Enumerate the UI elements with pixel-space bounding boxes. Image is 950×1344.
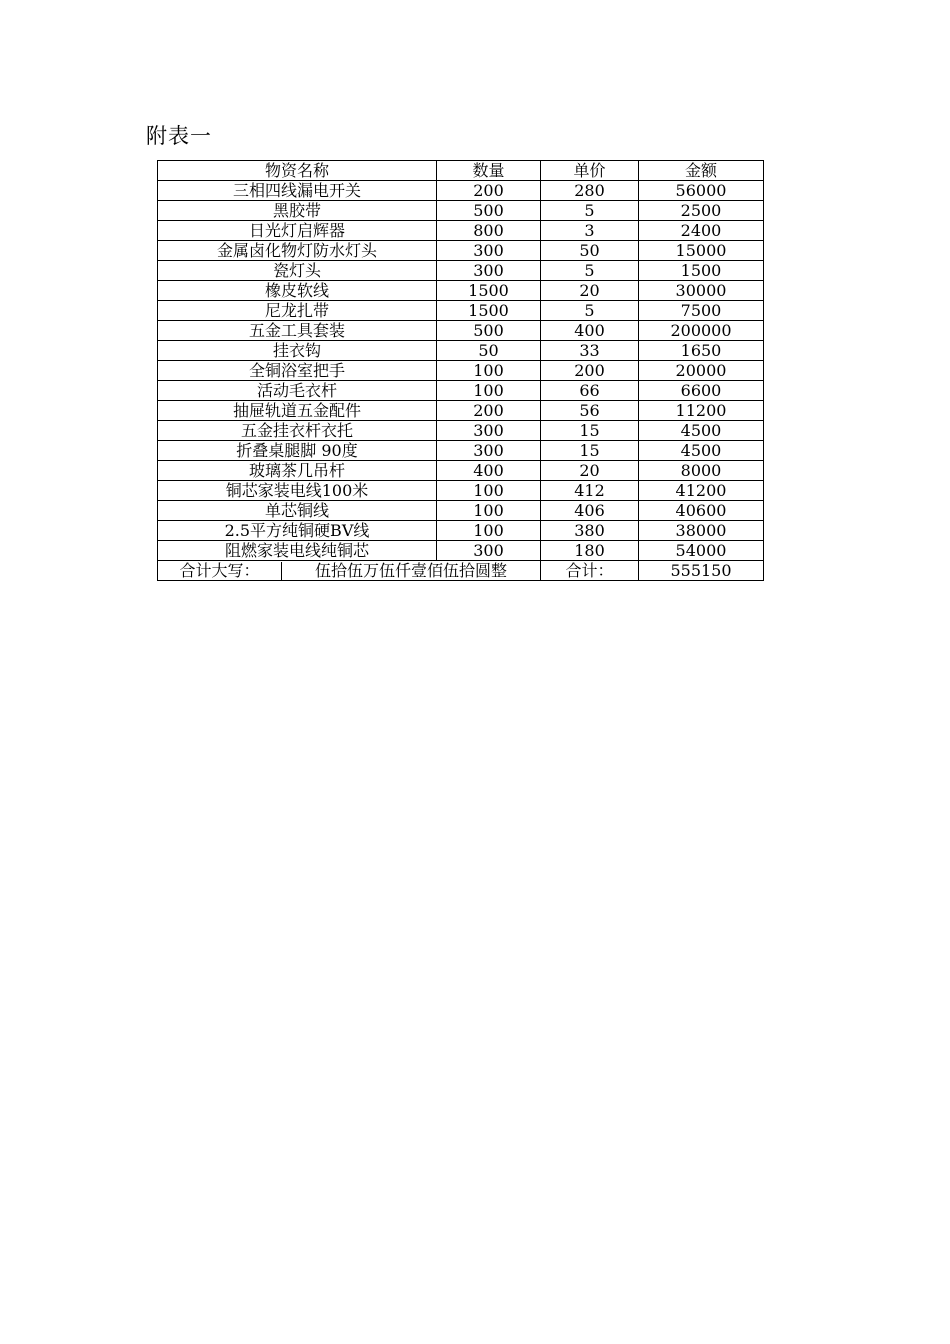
item-name-cell: 铜芯家装电线100米 [158,481,437,501]
quantity-cell: 100 [437,361,541,381]
item-name-cell: 日光灯启辉器 [158,221,437,241]
capital-total-cell [158,561,541,581]
quantity-cell: 100 [437,481,541,501]
quantity-cell: 200 [437,401,541,421]
amount-cell: 40600 [639,501,764,521]
quantity-cell: 100 [437,521,541,541]
item-name-cell: 挂衣钩 [158,341,437,361]
amount-cell: 30000 [639,281,764,301]
table-row [158,221,764,241]
unit-price-cell: 280 [541,181,639,201]
amount-cell: 2400 [639,221,764,241]
amount-cell: 200000 [639,321,764,341]
unit-price-cell: 3 [541,221,639,241]
amount-cell: 4500 [639,421,764,441]
unit-price-cell: 380 [541,521,639,541]
unit-price-cell: 20 [541,281,639,301]
unit-price-cell: 406 [541,501,639,521]
table-row [158,321,764,341]
quantity-cell: 400 [437,461,541,481]
item-name-cell: 瓷灯头 [158,261,437,281]
unit-price-cell: 56 [541,401,639,421]
total-label: 合计： [541,561,639,581]
unit-price-cell: 66 [541,381,639,401]
amount-cell: 4500 [639,441,764,461]
amount-cell: 7500 [639,301,764,321]
quantity-cell: 500 [437,321,541,341]
amount-cell: 8000 [639,461,764,481]
document-title: 附表一 [146,124,212,148]
unit-price-cell: 180 [541,541,639,561]
item-name-cell: 抽屉轨道五金配件 [158,401,437,421]
quantity-cell: 300 [437,261,541,281]
capital-total-label: 合计大写： [158,562,282,580]
table-row [158,241,764,261]
table-row [158,521,764,541]
quantity-cell: 300 [437,541,541,561]
table-header-row [158,161,764,181]
materials-table [157,160,764,581]
table-row [158,481,764,501]
item-name-cell: 橡皮软线 [158,281,437,301]
table-row [158,461,764,481]
unit-price-cell: 20 [541,461,639,481]
unit-price-cell: 5 [541,301,639,321]
quantity-cell: 100 [437,501,541,521]
table-row [158,401,764,421]
table-row [158,261,764,281]
amount-cell: 1650 [639,341,764,361]
amount-cell: 20000 [639,361,764,381]
amount-cell: 1500 [639,261,764,281]
unit-price-cell: 412 [541,481,639,501]
total-value: 555150 [639,561,764,581]
unit-price-cell: 33 [541,341,639,361]
quantity-cell: 100 [437,381,541,401]
item-name-cell: 五金工具套装 [158,321,437,341]
amount-cell: 54000 [639,541,764,561]
unit-price-cell: 400 [541,321,639,341]
item-name-cell: 五金挂衣杆衣托 [158,421,437,441]
unit-price-cell: 5 [541,261,639,281]
quantity-cell: 200 [437,181,541,201]
table-row [158,361,764,381]
unit-price-cell: 5 [541,201,639,221]
amount-cell: 2500 [639,201,764,221]
header-unit-price: 单价 [541,161,639,181]
item-name-cell: 2.5平方纯铜硬BV线 [158,521,437,541]
amount-cell: 56000 [639,181,764,201]
table-row [158,421,764,441]
unit-price-cell: 200 [541,361,639,381]
capital-total-value: 伍拾伍万伍仟壹佰伍拾圆整 [314,560,507,580]
item-name-cell: 黑胶带 [158,201,437,221]
header-item-name: 物资名称 [158,161,437,181]
quantity-cell: 300 [437,421,541,441]
quantity-cell: 50 [437,341,541,361]
header-quantity: 数量 [437,161,541,181]
item-name-cell: 三相四线漏电开关 [158,181,437,201]
amount-cell: 6600 [639,381,764,401]
quantity-cell: 300 [437,241,541,261]
table-row [158,501,764,521]
table-row [158,301,764,321]
unit-price-cell: 50 [541,241,639,261]
quantity-cell: 800 [437,221,541,241]
item-name-cell: 全铜浴室把手 [158,361,437,381]
table-row [158,381,764,401]
table-footer-row [158,561,764,581]
item-name-cell: 阻燃家装电线纯铜芯 [158,541,437,561]
table-row [158,181,764,201]
item-name-cell: 活动毛衣杆 [158,381,437,401]
unit-price-cell: 15 [541,421,639,441]
item-name-cell: 尼龙扎带 [158,301,437,321]
quantity-cell: 500 [437,201,541,221]
amount-cell: 41200 [639,481,764,501]
table-row [158,281,764,301]
table-row [158,441,764,461]
unit-price-cell: 15 [541,441,639,461]
amount-cell: 15000 [639,241,764,261]
quantity-cell: 300 [437,441,541,461]
item-name-cell: 单芯铜线 [158,501,437,521]
item-name-cell: 金属卤化物灯防水灯头 [158,241,437,261]
amount-cell: 11200 [639,401,764,421]
header-amount: 金额 [639,161,764,181]
item-name-cell: 玻璃茶几吊杆 [158,461,437,481]
quantity-cell: 1500 [437,301,541,321]
amount-cell: 38000 [639,521,764,541]
table-row [158,341,764,361]
quantity-cell: 1500 [437,281,541,301]
table-row [158,541,764,561]
item-name-cell: 折叠桌腿脚 90度 [158,441,437,461]
table-row [158,201,764,221]
